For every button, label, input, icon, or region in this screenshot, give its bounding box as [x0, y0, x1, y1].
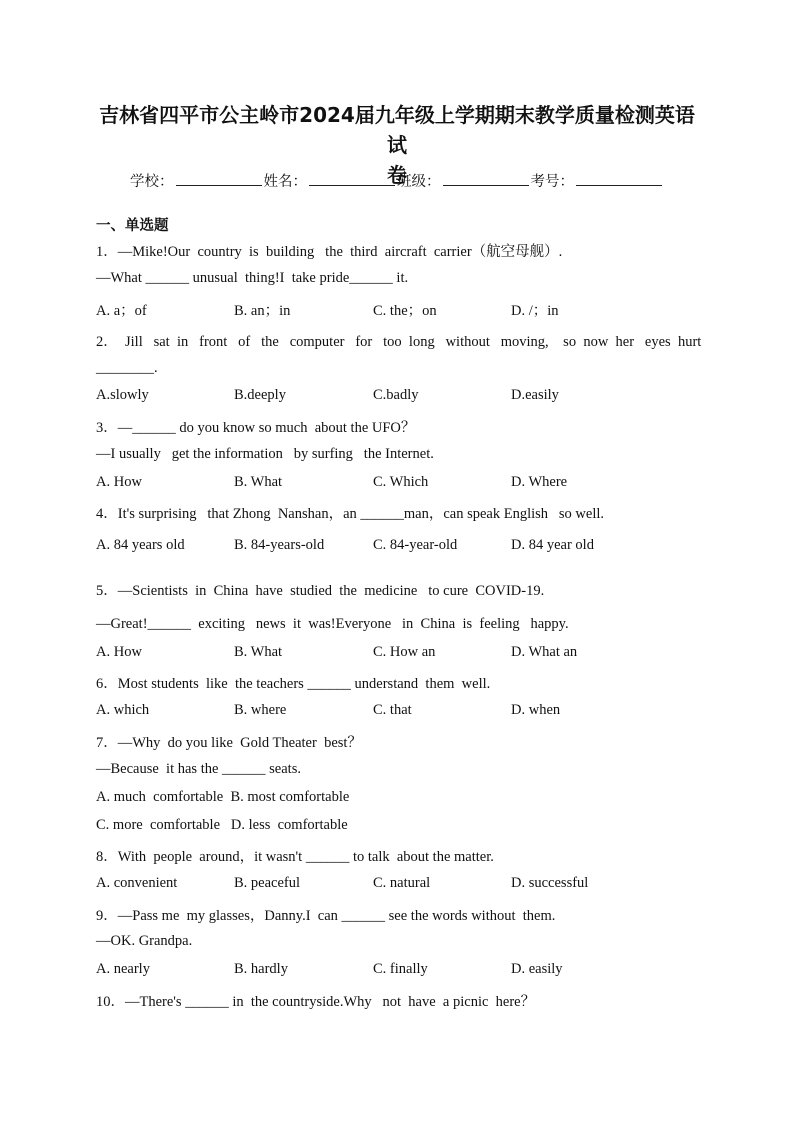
option-c[interactable]: C. 84-year-old [373, 537, 458, 553]
question-3-stem: 3．—______ do you know so much about the UFO？ [96, 420, 416, 436]
title-line-1: 吉林省四平市公主岭市2024届九年级上学期期末教学质量检测英语试 [99, 103, 695, 157]
option-c[interactable]: C. How an [373, 644, 436, 660]
question-7-line2: —Because it has the ______ seats. [96, 761, 301, 777]
option-a[interactable]: A.slowly [96, 387, 149, 403]
question-7-options-row1[interactable]: A. much comfortable B. most comfortable [96, 789, 350, 805]
question-7-options-row2[interactable]: C. more comfortable D. less comfortable [96, 817, 348, 833]
question-2-stem: 2． Jill sat in front of the computer for too long without moving, so now her eyes hurt [96, 334, 702, 350]
option-d[interactable]: D. successful [511, 875, 589, 891]
option-c[interactable]: C. Which [373, 474, 429, 490]
option-b[interactable]: B. What [234, 644, 283, 660]
question-10-stem: 10．—There's ______ in the countryside.Why not have a picnic here？ [96, 994, 536, 1010]
class-field[interactable] [443, 173, 529, 186]
option-d[interactable]: D. Where [511, 474, 568, 490]
option-b[interactable]: B. hardly [234, 961, 288, 977]
id-label: 考号： [530, 174, 574, 190]
option-a[interactable]: A. convenient [96, 875, 178, 891]
title-line-2: 卷 [387, 163, 407, 187]
student-info-row [0, 170, 794, 191]
option-a[interactable]: A. nearly [96, 961, 150, 977]
option-b[interactable]: B. peaceful [234, 875, 301, 891]
question-3-line2: —I usually get the information by surfing the Internet. [96, 446, 434, 462]
name-label: 姓名： [263, 174, 307, 190]
id-field[interactable] [576, 173, 662, 186]
question-5-line2: —Great!______ exciting news it was!Everyone in China is feeling happy. [96, 616, 569, 632]
question-7-stem: 7．—Why do you like Gold Theater best？ [96, 735, 362, 751]
option-a[interactable]: A. 84 years old [96, 537, 185, 553]
option-a[interactable]: A. a；of [96, 303, 147, 319]
option-b[interactable]: B. What [234, 474, 283, 490]
question-4-stem: 4．It's surprising that Zhong Nanshan，an ______man，can speak English so well. [96, 506, 605, 522]
name-field[interactable] [309, 173, 395, 186]
option-d[interactable]: D. when [511, 702, 561, 718]
option-b[interactable]: B. an；in [234, 303, 291, 319]
option-d[interactable]: D. easily [511, 961, 563, 977]
option-b[interactable]: B. 84-years-old [234, 537, 325, 553]
question-8-stem: 8．With people around，it wasn't ______ to talk about the matter. [96, 849, 494, 865]
option-c[interactable]: C. finally [373, 961, 428, 977]
option-a[interactable]: A. which [96, 702, 150, 718]
option-c[interactable]: C. natural [373, 875, 431, 891]
school-field[interactable] [176, 173, 262, 186]
question-5-stem: 5．—Scientists in China have studied the medicine to cure COVID-19. [96, 583, 545, 599]
question-1-stem: 1．—Mike!Our country is building the third aircraft carrier（航空母舰）. [96, 244, 563, 260]
class-label: 班级： [397, 174, 441, 190]
option-d[interactable]: D.easily [511, 387, 559, 403]
option-d[interactable]: D. /；in [511, 303, 559, 319]
section-heading: 一、单选题 [96, 218, 169, 234]
question-6-stem: 6．Most students like the teachers ______ understand them well. [96, 676, 491, 692]
question-1-line2: —What ______ unusual thing!I take pride______ it. [96, 270, 409, 286]
question-9-line2: —OK. Grandpa. [96, 933, 193, 949]
option-c[interactable]: C. that [373, 702, 412, 718]
option-a[interactable]: A. How [96, 644, 142, 660]
option-d[interactable]: D. 84 year old [511, 537, 594, 553]
question-9-stem: 9．—Pass me my glasses，Danny.I can ______ see the words without them. [96, 908, 556, 924]
option-b[interactable]: B.deeply [234, 387, 286, 403]
option-a[interactable]: A. How [96, 474, 142, 490]
option-c[interactable]: C. the；on [373, 303, 437, 319]
question-2-line2: ________. [96, 360, 158, 376]
option-b[interactable]: B. where [234, 702, 287, 718]
school-label: 学校： [130, 174, 174, 190]
option-c[interactable]: C.badly [373, 387, 419, 403]
option-d[interactable]: D. What an [511, 644, 578, 660]
